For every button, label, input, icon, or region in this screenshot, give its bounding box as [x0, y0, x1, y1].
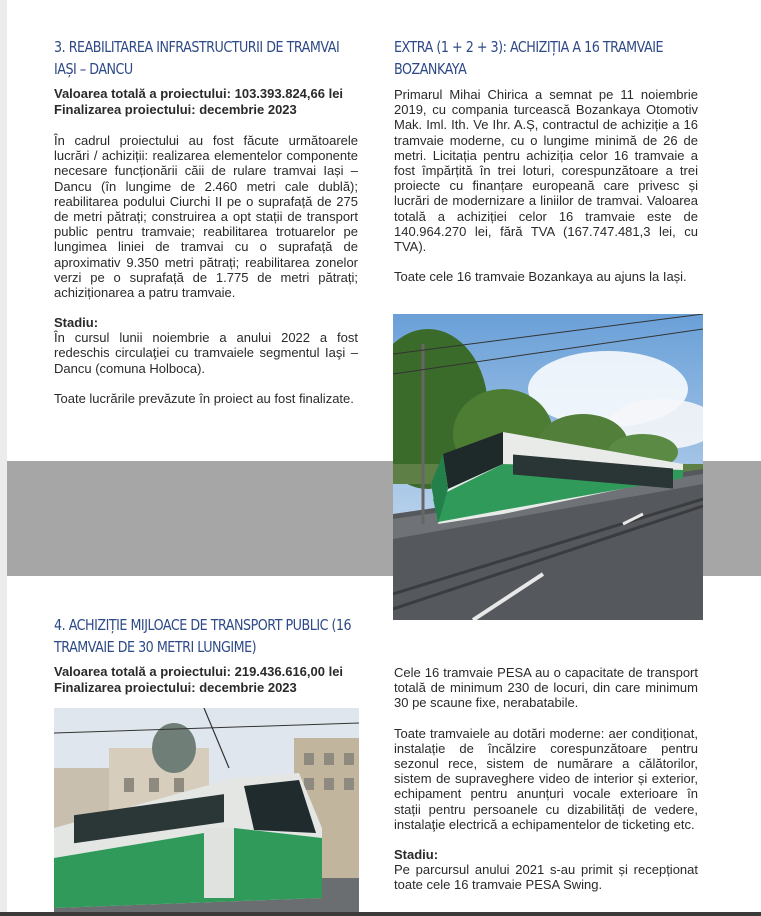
- pesa-stage-text: Pe parcursul anului 2021 s-au primit și recepționat toate cele 16 tramvaie PESA Swing.: [394, 862, 698, 893]
- page-left-edge: [0, 0, 7, 916]
- section-4-completion: Finalizarea proiectului: decembrie 2023: [54, 680, 297, 695]
- extra-description: Primarul Mihai Chirica a semnat pe 11 noiembrie 2019, cu compania turcească Bozankaya Otomotiv Mak. Iml. Ith. Ve Ihr. A.Ș, contractul de achiziție a 16 tramvaie moderne, cu o lungime minimă de 26 de metri. Licitația pentru achiziția celor 16 tramvaie a fost împărțită în trei loturi, corespunzătoare a trei proiecte cu finanțare europeană care privesc și lucrări de modernizare a liniilor de tramvai. Valoarea totală a achiziției celor 16 tramvaie este de 140.964.270 lei, fără TVA (167.747.481,3 lei, cu TVA).: [394, 87, 698, 255]
- section-3-stage-label: Stadiu:: [54, 315, 99, 331]
- section-3-value: Valoarea totală a proiectului: 103.393.824,66 lei: [54, 86, 344, 101]
- pesa-stage-label: Stadiu:: [394, 847, 439, 863]
- section-3-stage-text: În cursul lunii noiembrie a anului 2022 a fost redeschis circulaţiei cu tramvaiele segmentul Iaşi – Dancu (comuna Holboca).: [54, 330, 358, 376]
- section-4-title: 4. ACHIZIȚIE MIJLOACE DE TRANSPORT PUBLIC (16 TRAMVAIE DE 30 METRI LUNGIME): [54, 616, 352, 656]
- bozankaya-tram-photo: [393, 314, 703, 620]
- section-3-closing: Toate lucrările prevăzute în proiect au fost finalizate.: [54, 390, 354, 406]
- section-3-title: 3. REABILITAREA INFRASTRUCTURII DE TRAMVAI IAȘI – DANCU: [54, 38, 340, 78]
- pesa-tram-photo: [54, 708, 359, 912]
- section-3-description: În cadrul proiectului au fost făcute următoarele lucrări / achiziții: realizarea elementelor componente necesare funcționării căii de rulare tramvai Iași – Dancu (în lungime de 2.460 metri cale dublă); reabilitarea podului Ciurchi II pe o suprafață de 275 de metri pătrați; construirea a opt stații de transport public pentru tramvaie; reabilitarea trotuarelor pe lungimea liniei de tramvai cu o suprafață de aproximativ 9.350 metri pătrați; reabilitarea zonelor verzi pe o suprafață de 1.775 de metri pătrați; achiziționarea a patru tramvaie.: [54, 133, 358, 301]
- bottom-border: [0, 912, 761, 916]
- extra-closing: Toate cele 16 tramvaie Bozankaya au ajuns la Iași.: [394, 269, 687, 285]
- section-4: [54, 614, 358, 696]
- section-3: [54, 36, 358, 406]
- extra-section: [394, 36, 698, 284]
- extra-title: EXTRA (1 + 2 + 3): ACHIZIȚIA A 16 TRAMVAIE BOZANKAYA: [394, 38, 664, 78]
- pesa-capacity: Cele 16 tramvaie PESA au o capacitate de transport totală de minimum 230 de locuri, din care minimum 30 pe scaune fixe, nerabatabile.: [394, 665, 698, 711]
- pesa-section: [394, 665, 698, 892]
- section-4-value: Valoarea totală a proiectului: 219.436.616,00 lei: [54, 664, 344, 679]
- section-3-completion: Finalizarea proiectului: decembrie 2023: [54, 102, 297, 117]
- pesa-equipment: Toate tramvaiele au dotări moderne: aer condiționat, instalație de încălzire corespunzătoare pentru sezonul rece, sistem de numărare a călătorilor, sistem de supraveghere video de interior și exterior, echipament pentru anunțuri vocale exterioare în stații pentru persoanele cu dizabilități de vedere, instalaţie electrică a echipamentelor de ticketing etc.: [394, 725, 698, 832]
